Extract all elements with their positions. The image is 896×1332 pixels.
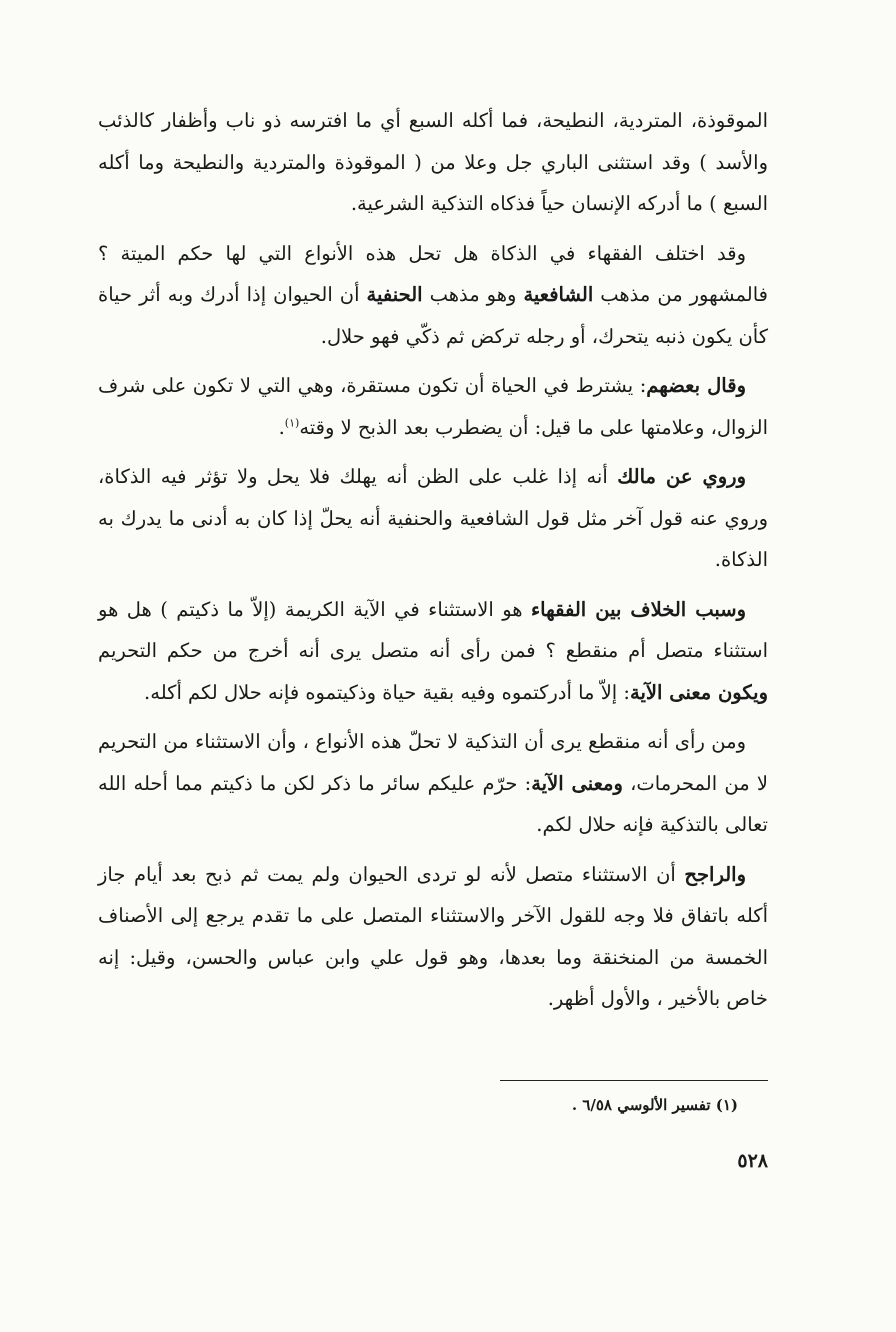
text-run: أن الحيوان إذا أدرك وبه أثر حياة كأن يكون ذنبه يتحرك، أو رجله تركض ثم ذكّي فهو حلال. xyxy=(98,283,768,348)
page-number: ٥٢٨ xyxy=(737,1150,768,1172)
text-run: وهو مذهب xyxy=(422,283,524,306)
text-run: أنه إذا غلب على الظن أنه يهلك فلا يحل ولا تؤثر فيه الذكاة، وروي عنه قول آخر مثل قول الشافعية والحنفية أنه يحلّ إذا كان به أدنى ما يدرك به الذكاة. xyxy=(98,465,768,571)
bold-lead-phrase: وروي عن مالك xyxy=(617,465,746,488)
text-run: الموقوذة، المتردية، النطيحة، فما أكله السبع أي ما افترسه ذو ناب وأظفار كالذئب والأسد ) وقد استثنى الباري جل وعلا من ( الموقوذة والمتردية والنطيحة وما أكله السبع ) ما أدركه الإنسان حياً فذكاه التذكية الشرعية. xyxy=(98,109,768,215)
text-run: وقد اختلف الفقهاء في الذكاة هل تحل هذه الأنواع التي لها حكم الميتة ؟ فالمشهور من مذهب xyxy=(98,241,768,306)
text-run: : إلاّ ما أدركتموه وفيه بقية حياة وذكيتموه فإنه حلال لكم أكله. xyxy=(144,680,630,704)
text-run: . xyxy=(278,415,285,439)
paragraph-5 xyxy=(98,589,768,714)
text-run: : يشترط في الحياة أن تكون مستقرة، وهي التي لا تكون على شرف الزوال، وعلامتها على ما قيل: أن يضطرب بعد الذبح لا وقته xyxy=(98,374,768,439)
bold-lead-phrase: وقال بعضهم xyxy=(646,374,746,397)
footnote: (١) تفسير الألوسي ٦/٥٨ . xyxy=(571,1096,738,1114)
bold-term-hanafiyya: الحنفية xyxy=(366,283,423,306)
bold-lead-phrase: وسبب الخلاف بين الفقهاء xyxy=(531,597,746,621)
text-run: هو الاستثناء في الآية الكريمة (إلاّ ما ذكيتم ) هل هو استثناء متصل أم منقطع ؟ فمن رأى أنه متصل يرى أنه أخرج من حكم التحريم xyxy=(98,597,768,662)
bold-lead-phrase: والراجح xyxy=(684,862,746,886)
bold-term-shafiiyya: الشافعية xyxy=(523,283,594,306)
footnote-separator xyxy=(500,1080,768,1081)
text-run: أن الاستثناء متصل لأنه لو تردى الحيوان ولم يمت ثم ذبح بعد أيام جاز أكله باتفاق فلا وجه للقول الآخر والاستثناء المتصل على ما تقدم يرجع إلى الأصناف الخمسة من المنخنقة وما بعدها، وهو قول علي وابن عباس والحسن، وقيل: إنه خاص بالأخير ، والأول أظهر. xyxy=(98,862,768,1010)
bold-phrase: ويكون معنى الآية xyxy=(630,680,768,704)
paragraph-2 xyxy=(98,233,768,358)
paragraph-6 xyxy=(98,721,768,846)
paragraph-4 xyxy=(98,456,768,581)
text-run: ومن رأى أنه منقطع يرى أن التذكية لا تحلّ هذه الأنواع ، وأن الاستثناء من التحريم لا من المحرمات، xyxy=(98,730,768,795)
bold-phrase: ومعنى الآية xyxy=(531,771,623,795)
main-text xyxy=(98,100,768,1028)
paragraph-1 xyxy=(98,100,768,225)
footnote-marker[interactable]: (١) xyxy=(284,416,300,429)
paragraph-3 xyxy=(98,365,768,448)
paragraph-7 xyxy=(98,854,768,1020)
text-run: : حرّم عليكم سائر ما ذكر لكن ما ذكيتم مما أحله الله تعالى بالتذكية فإنه حلال لكم. xyxy=(98,771,768,836)
